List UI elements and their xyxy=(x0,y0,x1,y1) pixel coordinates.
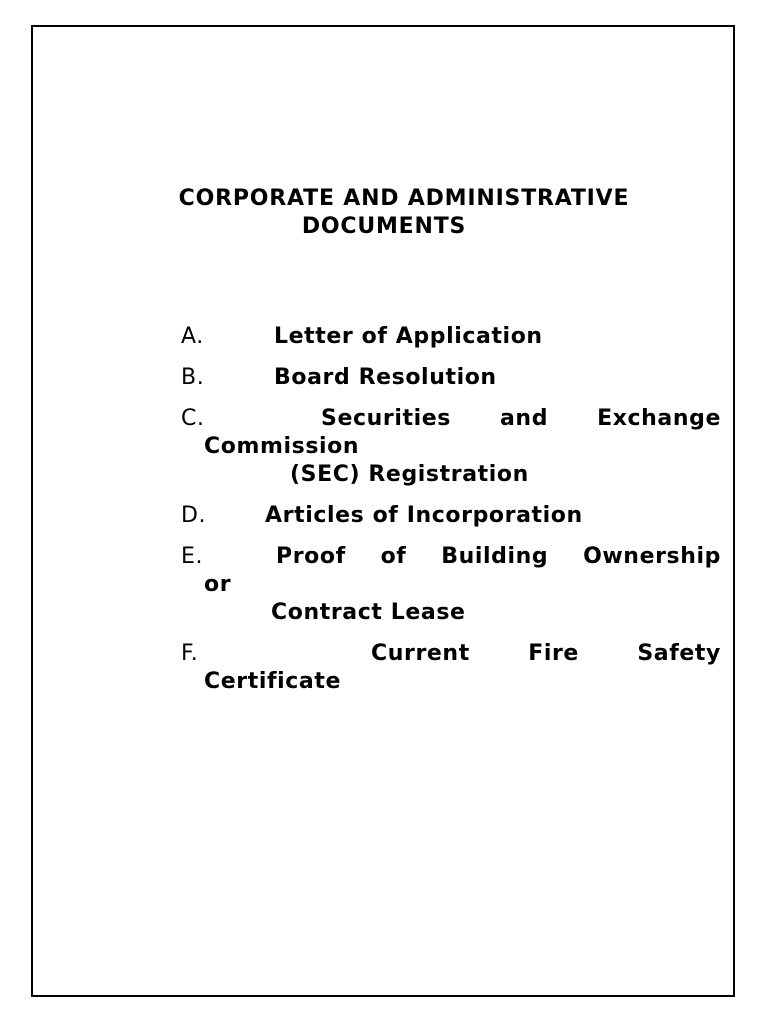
list-item-word: of xyxy=(380,544,407,569)
list-item-word: Fire xyxy=(528,641,579,666)
list-item-letter: E. xyxy=(181,544,204,569)
list-item-continuation: Certificate xyxy=(204,669,342,694)
list-item-e xyxy=(181,543,721,627)
list-item-letter: B. xyxy=(181,365,205,390)
document-title-line-1: CORPORATE AND ADMINISTRATIVE xyxy=(178,186,630,211)
document-title-line-2: DOCUMENTS xyxy=(301,214,467,239)
list-item-letter: A. xyxy=(181,324,204,349)
list-item-first-line xyxy=(371,640,721,668)
list-item-word: Proof xyxy=(276,544,346,569)
list-item-word: Safety xyxy=(637,641,721,666)
list-item-first-line xyxy=(276,543,721,571)
list-item-text: Letter of Application xyxy=(274,324,543,349)
list-item-word: and xyxy=(499,406,549,431)
list-item-word: Ownership xyxy=(583,544,721,569)
list-item-first-line xyxy=(321,405,721,433)
list-item-text: Board Resolution xyxy=(274,365,497,390)
list-item-continuation: or xyxy=(204,572,232,597)
list-item-letter: F. xyxy=(181,641,199,666)
list-item-word: Building xyxy=(441,544,549,569)
list-item-letter: D. xyxy=(181,503,207,528)
list-item-c xyxy=(181,405,721,489)
list-item-word: Exchange xyxy=(597,406,721,431)
list-item-letter: C. xyxy=(181,406,205,431)
list-item-continuation: (SEC) Registration xyxy=(290,462,529,487)
list-item-continuation: Commission xyxy=(204,434,360,459)
list-item-word: Securities xyxy=(321,406,451,431)
list-item-word: Current xyxy=(371,641,470,666)
list-item-continuation: Contract Lease xyxy=(271,600,466,625)
list-item-text: Articles of Incorporation xyxy=(265,503,583,528)
list-item-f xyxy=(181,640,721,696)
